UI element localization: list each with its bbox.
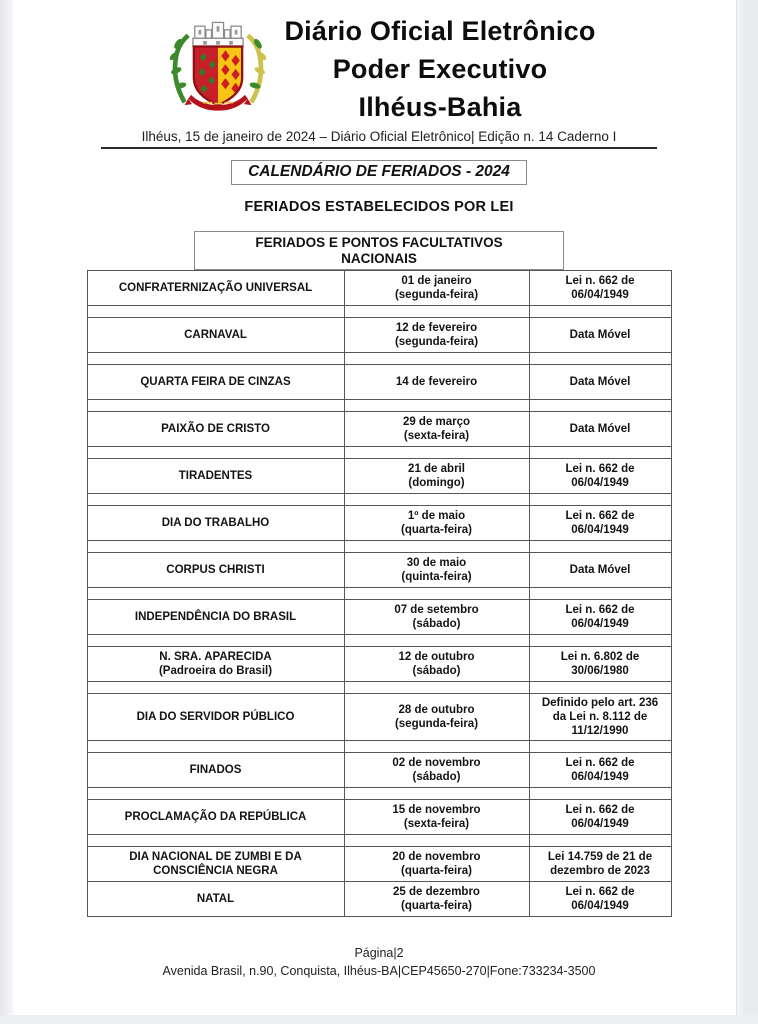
spacer-cell: [529, 447, 671, 459]
holiday-date-cell: [344, 365, 529, 400]
holiday-name-cell: [87, 847, 344, 882]
calendar-title-text: CALENDÁRIO DE FERIADOS - 2024: [248, 163, 510, 180]
holiday-name: DIA DO SERVIDOR PÚBLICO: [136, 711, 295, 723]
holiday-name: CONFRATERNIZAÇÃO UNIVERSAL: [118, 282, 313, 294]
holiday-law: Lei n. 6.802 de: [560, 651, 640, 663]
holiday-name: DIA DO TRABALHO: [161, 517, 270, 529]
holiday-law: Lei n. 662 de: [565, 886, 635, 898]
table-spacer-row: [87, 741, 671, 753]
holiday-date: 02 de novembro: [392, 757, 481, 769]
left-branch-icon: [169, 35, 189, 102]
holiday-weekday: (sábado): [412, 618, 461, 630]
holiday-law-cell: [529, 882, 671, 917]
holiday-name: NATAL: [196, 893, 235, 905]
holiday-date-cell: [344, 271, 529, 306]
spacer-cell: [344, 682, 529, 694]
holiday-law-cell: [529, 753, 671, 788]
edition-dateline-text: Ilhéus, 15 de janeiro de 2024 – Diário Oficial Eletrônico| Edição n. 14 Caderno I: [141, 129, 617, 144]
table-spacer-row: [87, 835, 671, 847]
law-holidays-subtitle: FERIADOS ESTABELECIDOS POR LEI: [244, 199, 514, 215]
holiday-name-cell: [87, 459, 344, 494]
holiday-name-cell: [87, 365, 344, 400]
calendar-title-box: [231, 160, 527, 185]
holiday-date-cell: [344, 600, 529, 635]
coat-of-arms-icon: [162, 15, 274, 119]
holiday-weekday: (quarta-feira): [401, 900, 472, 912]
spacer-cell: [344, 788, 529, 800]
table-spacer-row: [87, 494, 671, 506]
spacer-cell: [529, 588, 671, 600]
spacer-cell: [87, 306, 344, 318]
spacer-cell: [87, 788, 344, 800]
holiday-date: 29 de março: [402, 416, 471, 428]
table-row: [87, 553, 671, 588]
table-row: [87, 271, 671, 306]
table-spacer-row: [87, 635, 671, 647]
page-number: Página|2: [354, 946, 404, 960]
masthead-title-line3: Ilhéus-Bahia: [358, 92, 522, 122]
holiday-law: Lei n. 662 de: [565, 463, 635, 475]
table-row: [87, 600, 671, 635]
spacer-cell: [344, 741, 529, 753]
holiday-weekday: (quarta-feira): [401, 865, 472, 877]
holiday-date-cell: [344, 506, 529, 541]
holiday-weekday: (segunda-feira): [394, 718, 479, 730]
table-row: [87, 459, 671, 494]
spacer-cell: [87, 588, 344, 600]
table-spacer-row: [87, 353, 671, 365]
holidays-table: [87, 270, 672, 917]
holiday-date: 12 de outubro: [398, 651, 475, 663]
table-spacer-row: [87, 588, 671, 600]
spacer-cell: [87, 400, 344, 412]
spacer-cell: [344, 353, 529, 365]
table-title-line1: FERIADOS E PONTOS FACULTATIVOS: [255, 235, 503, 250]
holiday-law-line2: da Lei n. 8.112 de: [552, 711, 648, 723]
shield-icon: [194, 46, 242, 105]
holiday-name: TIRADENTES: [178, 470, 253, 482]
holiday-date: 30 de maio: [406, 557, 467, 569]
masthead-title-line1: Diário Oficial Eletrônico: [284, 16, 596, 46]
table-title-line2: NACIONAIS: [341, 251, 417, 266]
coat-of-arms: [162, 15, 274, 124]
holiday-name: PAIXÃO DE CRISTO: [161, 423, 270, 435]
scan-edge-bottom: [0, 1015, 758, 1024]
holiday-law-line3: 11/12/1990: [571, 725, 629, 737]
holiday-name: CORPUS CHRISTI: [166, 564, 265, 576]
table-row: [87, 847, 671, 882]
masthead-titles: [284, 12, 595, 126]
mural-crown-icon: [193, 22, 243, 46]
masthead-title-line2: Poder Executivo: [332, 54, 548, 84]
holiday-date: 20 de novembro: [392, 851, 481, 863]
holiday-date-cell: [344, 753, 529, 788]
holiday-date: 28 de outubro: [398, 704, 475, 716]
holiday-weekday: (domingo): [408, 477, 465, 489]
spacer-cell: [529, 635, 671, 647]
holiday-name-cell: [87, 882, 344, 917]
spacer-cell: [529, 541, 671, 553]
holiday-law-cell: [529, 271, 671, 306]
holiday-weekday: (quarta-feira): [401, 524, 472, 536]
spacer-cell: [87, 835, 344, 847]
holiday-law-cell: [529, 694, 671, 741]
spacer-cell: [344, 835, 529, 847]
spacer-cell: [344, 541, 529, 553]
table-title-box: [194, 231, 564, 270]
holiday-law-cell: [529, 847, 671, 882]
holiday-name-cell: [87, 271, 344, 306]
holiday-name: QUARTA FEIRA DE CINZAS: [140, 376, 291, 388]
holiday-date-cell: [344, 459, 529, 494]
spacer-cell: [344, 588, 529, 600]
holiday-name-cell: [87, 600, 344, 635]
spacer-cell: [344, 400, 529, 412]
page-footer: [0, 945, 758, 980]
holiday-law: Data Móvel: [569, 376, 631, 388]
holiday-law-cell: [529, 647, 671, 682]
holiday-weekday: (sexta-feira): [403, 818, 470, 830]
spacer-cell: [529, 400, 671, 412]
holiday-weekday: (quinta-feira): [401, 571, 472, 583]
spacer-cell: [87, 741, 344, 753]
holiday-date: 12 de fevereiro: [395, 322, 478, 334]
spacer-cell: [344, 447, 529, 459]
table-spacer-row: [87, 400, 671, 412]
spacer-cell: [87, 541, 344, 553]
table-spacer-row: [87, 447, 671, 459]
holiday-date: 1º de maio: [407, 510, 466, 522]
holiday-name-cell: [87, 318, 344, 353]
table-spacer-row: [87, 788, 671, 800]
holiday-law-line2: 06/04/1949: [571, 618, 629, 630]
holiday-law: Lei n. 662 de: [565, 510, 635, 522]
holiday-law-cell: [529, 506, 671, 541]
holiday-law: Lei n. 662 de: [565, 757, 635, 769]
spacer-cell: [87, 635, 344, 647]
holiday-law-cell: [529, 600, 671, 635]
holiday-law: Lei n. 662 de: [565, 604, 635, 616]
table-row: [87, 800, 671, 835]
holiday-date: 25 de dezembro: [393, 886, 480, 898]
table-spacer-row: [87, 541, 671, 553]
spacer-cell: [344, 306, 529, 318]
holiday-date: 01 de janeiro: [401, 275, 472, 287]
table-spacer-row: [87, 306, 671, 318]
holiday-date-cell: [344, 647, 529, 682]
holiday-date-cell: [344, 800, 529, 835]
holiday-date: 07 de setembro: [394, 604, 479, 616]
holiday-weekday: (sábado): [412, 665, 461, 677]
holiday-weekday: (segunda-feira): [394, 336, 479, 348]
holiday-law-line2: 06/04/1949: [571, 289, 629, 301]
holiday-law-cell: [529, 459, 671, 494]
spacer-cell: [529, 788, 671, 800]
holiday-date-cell: [344, 553, 529, 588]
holiday-law-line2: 06/04/1949: [571, 524, 629, 536]
holiday-weekday: (sábado): [412, 771, 461, 783]
holiday-weekday: (sexta-feira): [403, 430, 470, 442]
spacer-cell: [529, 741, 671, 753]
spacer-cell: [529, 494, 671, 506]
table-row: [87, 753, 671, 788]
holiday-date: 21 de abril: [408, 463, 465, 475]
footer-address: Avenida Brasil, n.90, Conquista, Ilhéus-BA|CEP45650-270|Fone:733234-3500: [162, 963, 596, 978]
table-row: [87, 647, 671, 682]
holiday-name-line2: CONSCIÊNCIA NEGRA: [153, 865, 278, 877]
table-spacer-row: [87, 682, 671, 694]
spacer-cell: [87, 494, 344, 506]
spacer-cell: [529, 835, 671, 847]
holiday-name: N. SRA. APARECIDA: [159, 651, 272, 663]
table-row: [87, 694, 671, 741]
holiday-law-cell: [529, 553, 671, 588]
holiday-law: Definido pelo art. 236: [541, 697, 659, 709]
holiday-law-line2: 06/04/1949: [571, 477, 629, 489]
holiday-date-cell: [344, 847, 529, 882]
holiday-name-cell: [87, 694, 344, 741]
holiday-law: Lei n. 662 de: [565, 275, 635, 287]
spacer-cell: [87, 353, 344, 365]
spacer-cell: [87, 682, 344, 694]
holiday-law: Data Móvel: [569, 564, 631, 576]
holiday-name-cell: [87, 753, 344, 788]
holiday-name: CARNAVAL: [184, 329, 247, 341]
holiday-date: 15 de novembro: [392, 804, 481, 816]
holiday-law: Lei 14.759 de 21 de: [547, 851, 653, 863]
holiday-name: INDEPENDÊNCIA DO BRASIL: [134, 611, 297, 623]
spacer-cell: [87, 447, 344, 459]
holiday-date-cell: [344, 318, 529, 353]
holiday-law-line2: 06/04/1949: [571, 818, 629, 830]
holiday-name-cell: [87, 647, 344, 682]
holiday-law-line2: dezembro de 2023: [550, 865, 650, 877]
spacer-cell: [529, 682, 671, 694]
holiday-law-cell: [529, 318, 671, 353]
holiday-name: PROCLAMAÇÃO DA REPÚBLICA: [124, 811, 307, 823]
holiday-law: Data Móvel: [569, 329, 631, 341]
page-header: [0, 0, 758, 126]
spacer-cell: [529, 306, 671, 318]
spacer-cell: [344, 635, 529, 647]
right-branch-icon: [248, 35, 268, 102]
holiday-date-cell: [344, 694, 529, 741]
table-row: [87, 506, 671, 541]
holiday-law-cell: [529, 365, 671, 400]
spacer-cell: [529, 353, 671, 365]
holiday-name-cell: [87, 412, 344, 447]
holiday-date-cell: [344, 412, 529, 447]
table-row: [87, 318, 671, 353]
holiday-law-cell: [529, 412, 671, 447]
holiday-law: Data Móvel: [569, 423, 631, 435]
holiday-name-cell: [87, 800, 344, 835]
table-row: [87, 412, 671, 447]
edition-dateline: [101, 129, 657, 149]
holiday-name-line2: (Padroeira do Brasil): [158, 665, 273, 677]
holiday-law: Lei n. 662 de: [565, 804, 635, 816]
holiday-law-line2: 06/04/1949: [571, 900, 629, 912]
holiday-law-line2: 06/04/1949: [571, 771, 629, 783]
holiday-name-cell: [87, 506, 344, 541]
holiday-date: 14 de fevereiro: [395, 376, 478, 388]
holiday-name-cell: [87, 553, 344, 588]
holiday-date-cell: [344, 882, 529, 917]
holiday-weekday: (segunda-feira): [394, 289, 479, 301]
table-row: [87, 882, 671, 917]
spacer-cell: [344, 494, 529, 506]
table-row: [87, 365, 671, 400]
holiday-law-cell: [529, 800, 671, 835]
holiday-name: FINADOS: [189, 764, 242, 776]
holiday-law-line2: 30/06/1980: [571, 665, 629, 677]
holiday-name: DIA NACIONAL DE ZUMBI E DA: [129, 851, 302, 863]
